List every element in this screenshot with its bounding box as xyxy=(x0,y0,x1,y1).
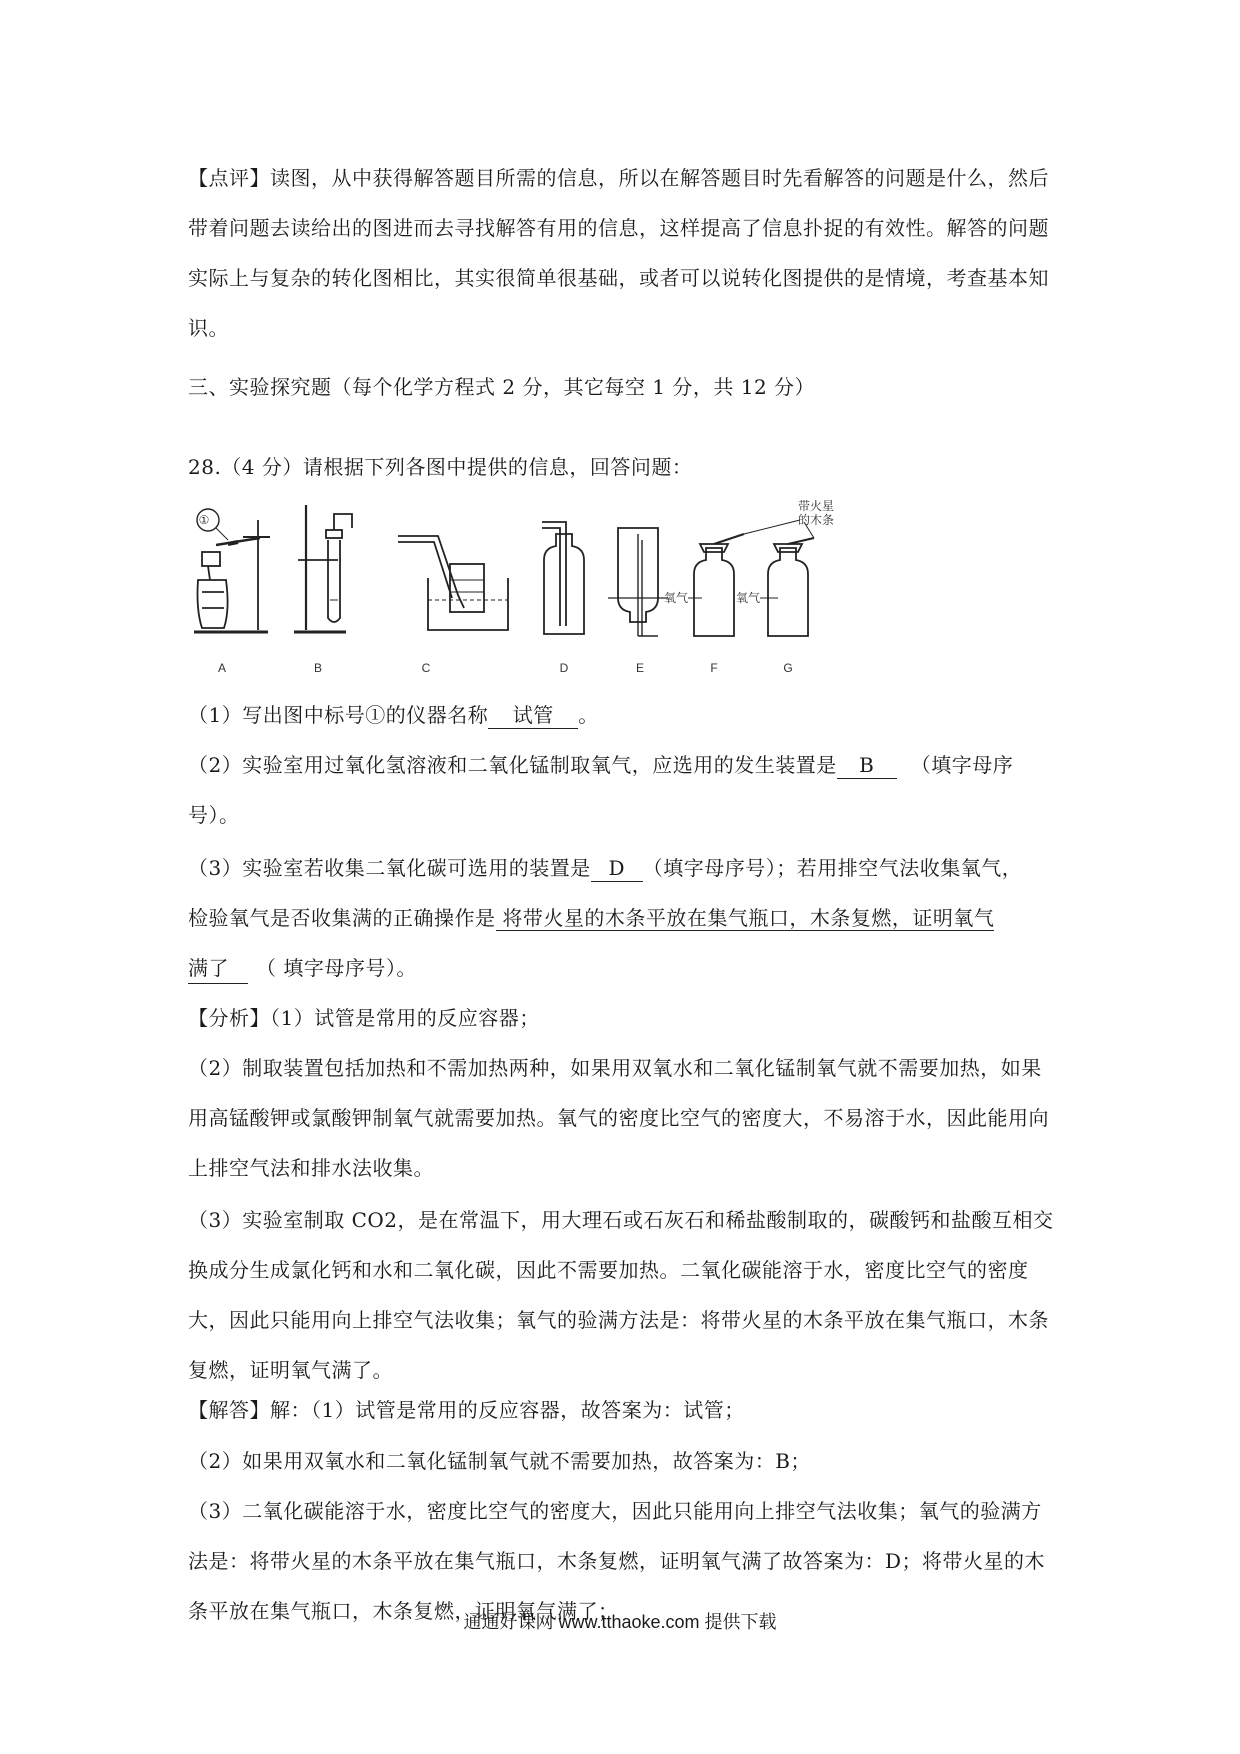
answer-blank-3: D xyxy=(591,855,643,882)
question-stem: 28.（4 分）请根据下列各图中提供的信息，回答问题： xyxy=(188,455,693,479)
answer-3: （3）二氧化碳能溶于水，密度比空气的密度大，因此只能用向上排空气法收集；氧气的验满方法是：将带火星的木条平放在集气瓶口，木条复燃，证明氧气满了故答案为：D；将带火星的木条平放在集气瓶口，木条复燃，证明氧气满了； xyxy=(188,1499,1046,1623)
label-e: E xyxy=(635,661,645,675)
apparatus-d xyxy=(542,522,584,634)
apparatus-diagram xyxy=(188,500,908,680)
answer-blank-4-cont: 满了 xyxy=(188,953,248,984)
apparatus-e xyxy=(608,528,668,636)
apparatus-b xyxy=(294,505,352,632)
label-c: C xyxy=(421,661,431,675)
answer-blank-2: B xyxy=(837,752,897,779)
label-f: F xyxy=(710,661,718,675)
analysis-2: （2）制取装置包括加热和不需加热两种，如果用双氧水和二氧化锰制氧气就不需要加热，如果用高锰酸钾或氯酸钾制氧气就需要加热。氧气的密度比空气的密度大，不易溶于水，因此能用向上排空气法和排水法收集。 xyxy=(188,1056,1049,1180)
page-footer: 通通好课网 www.tthaoke.com 提供下载 xyxy=(463,1612,777,1632)
question-part-1: （1）写出图中标号①的仪器名称 试管 。 xyxy=(188,703,599,727)
answer-blank-1: 试管 xyxy=(488,702,578,729)
apparatus-figure xyxy=(188,500,908,684)
callout-label-2: 的木条 xyxy=(798,513,835,527)
marker-label: ① xyxy=(198,513,210,527)
label-g: G xyxy=(783,661,793,675)
review-paragraph: 【点评】读图，从中获得解答题目所需的信息，所以在解答题目时先看解答的问题是什么，然后带着问题去读给出的图进而去寻找解答有用的信息，这样提高了信息扑捉的有效性。解答的问题实际上与复杂的转化图相比，其实很简单很基础，或者可以说转化图提供的是情境，考查基本知识。 xyxy=(188,166,1049,340)
answer-2: （2）如果用双氧水和二氧化锰制氧气就不需要加热，故答案为：B； xyxy=(188,1449,811,1473)
question-part-3-line2: 检验氧气是否收集满的正确操作是 将带火星的木条平放在集气瓶口，木条复燃，证明氧气 xyxy=(188,906,995,930)
answer-blank-4: 将带火星的木条平放在集气瓶口，木条复燃，证明氧气 xyxy=(495,906,995,930)
label-a: A xyxy=(217,661,227,675)
section-title: 三、实验探究题（每个化学方程式 2 分，其它每空 1 分，共 12 分） xyxy=(188,375,816,399)
apparatus-a xyxy=(194,509,270,632)
apparatus-f xyxy=(688,534,744,636)
question-part-2: （2）实验室用过氧化氢溶液和二氧化锰制取氧气，应选用的发生装置是 B （填字母序 xyxy=(188,753,1014,777)
question-part-3: （3）实验室若收集二氧化碳可选用的装置是 D （填字母序号）；若用排空气法收集氧气， xyxy=(188,856,1023,880)
answer-1: 【解答】解：（1）试管是常用的反应容器，故答案为：试管； xyxy=(188,1398,745,1422)
label-b: B xyxy=(313,661,323,675)
analysis-1: 【分析】（1）试管是常用的反应容器； xyxy=(188,1006,540,1030)
callout-label-1: 带火星 xyxy=(798,500,835,513)
gas-label-g: 氧气 xyxy=(736,591,761,605)
label-d: D xyxy=(559,661,569,675)
question-part-2-cont: 号）。 xyxy=(188,803,240,827)
apparatus-g xyxy=(760,538,814,636)
analysis-3: （3）实验室制取 CO2，是在常温下，用大理石或石灰石和稀盐酸制取的，碳酸钙和盐酸互相交换成分生成氯化钙和水和二氧化碳，因此不需要加热。二氧化碳能溶于水，密度比空气的密度大，因此只能用向上排空气法收集；氧气的验满方法是：将带火星的木条平放在集气瓶口，木条复燃，证明氧气满了。 xyxy=(188,1208,1054,1382)
apparatus-c xyxy=(398,536,508,630)
question-part-3-line3: 满了 （ 填字母序号）。 xyxy=(188,953,417,984)
gas-label-f: 氧气 xyxy=(664,591,689,605)
